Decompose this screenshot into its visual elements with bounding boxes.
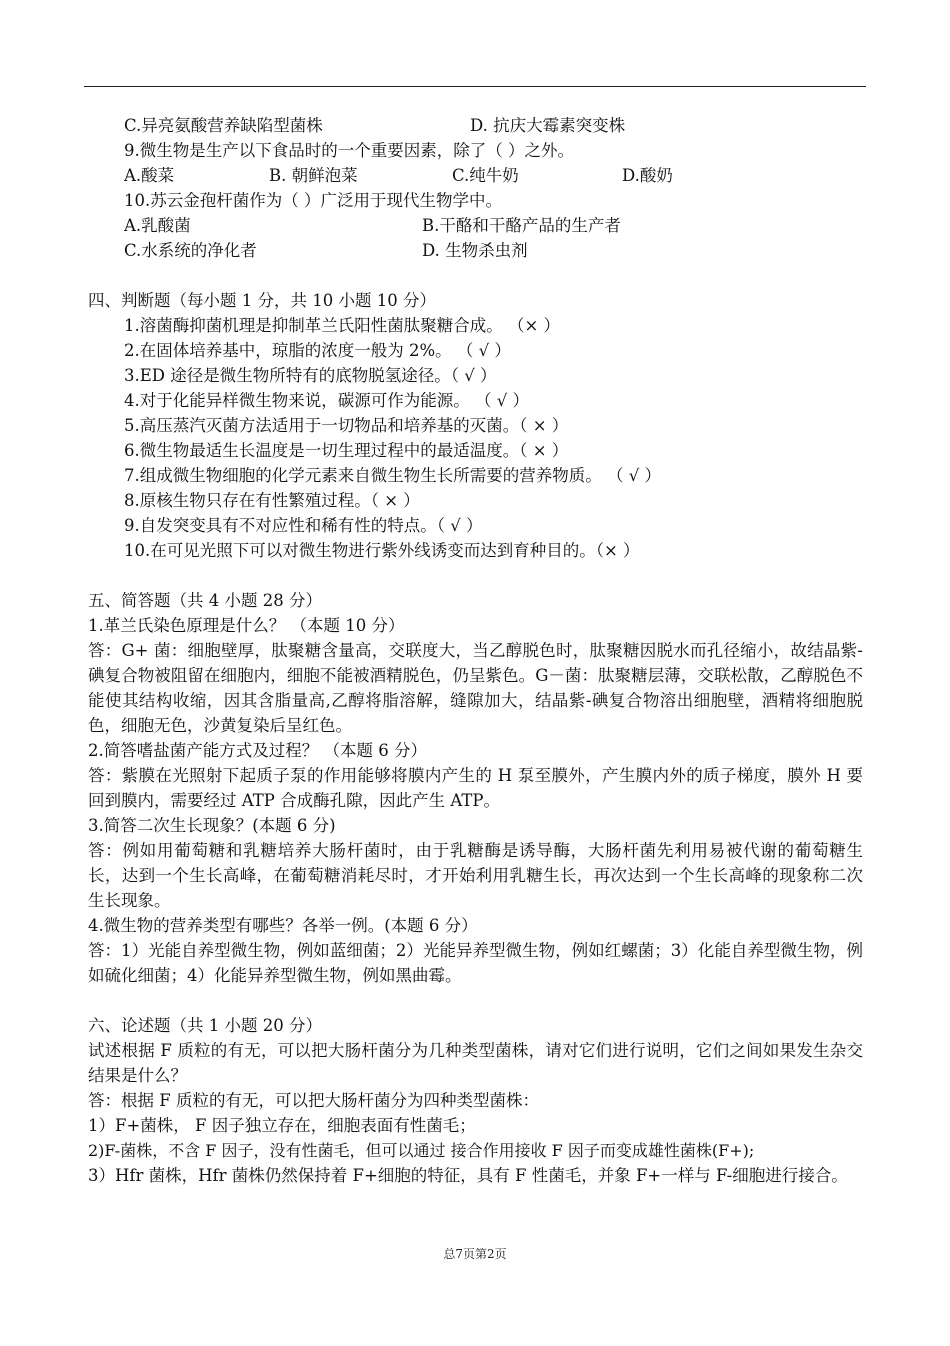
essay-answer-item: 2)F-菌株，不含 F 因子，没有性菌毛，但可以通过 接合作用接收 F 因子而变成雄性菌株(F+); xyxy=(88,1141,755,1160)
judge-item: 6.微生物最适生长温度是一切生理过程中的最适温度。（ × ） xyxy=(124,441,569,460)
header-rule xyxy=(84,86,866,87)
judge-item: 3.ED 途径是微生物所特有的底物脱氢途径。（ √ ） xyxy=(124,366,497,385)
option-d: D.酸奶 xyxy=(622,166,673,185)
short-answer-4: 答：1）光能自养型微生物，例如蓝细菌；2）光能异养型微生物，例如红螺菌；3）化能自养型微生物，例如硫化细菌；4）化能异养型微生物，例如黑曲霉。 xyxy=(88,941,863,985)
judge-item: 2.在固体培养基中，琼脂的浓度一般为 2%。 （ √ ） xyxy=(124,341,511,360)
option-a: A.乳酸菌 xyxy=(124,216,191,235)
option-c: C.纯牛奶 xyxy=(452,166,519,185)
short-question-1: 1.革兰氏染色原理是什么？ （本题 10 分） xyxy=(88,616,405,635)
short-answer-1: 答：G+ 菌：细胞壁厚，肽聚糖含量高，交联度大，当乙醇脱色时，肽聚糖因脱水而孔径缩小，故结晶紫-碘复合物被阻留在细胞内，细胞不能被酒精脱色，仍呈紫色。G－菌：肽聚糖层薄，交联松散，乙醇脱色不能使其结构收缩，因其含脂量高,乙醇将脂溶解，缝隙加大，结晶紫-碘复合物溶出细胞壁，酒精将细胞脱色，细胞无色，沙黄复染后呈红色。 xyxy=(88,641,863,735)
section-title-essay: 六、论述题（共 1 小题 20 分） xyxy=(88,1016,322,1035)
judge-item: 1.溶菌酶抑菌机理是抑制革兰氏阳性菌肽聚糖合成。 （× ） xyxy=(124,316,561,335)
short-question-4: 4.微生物的营养类型有哪些？各举一例。(本题 6 分） xyxy=(88,916,478,935)
mc-q8-options xyxy=(88,113,863,138)
mc-question-9: 9.微生物是生产以下食品时的一个重要因素，除了（ ）之外。 xyxy=(124,141,574,160)
section-title-short-answer: 五、简答题（共 4 小题 28 分） xyxy=(88,591,322,610)
short-answer-3: 答：例如用葡萄糖和乳糖培养大肠杆菌时，由于乳糖酶是诱导酶，大肠杆菌先利用易被代谢的葡萄糖生长，达到一个生长高峰，在葡萄糖消耗尽时，才开始利用乳糖生长，再次达到一个生长高峰的现象称二次生长现象。 xyxy=(88,841,863,910)
option-d: D. 抗庆大霉素突变株 xyxy=(470,116,626,135)
essay-answer-item: 3）Hfr 菌株，Hfr 菌株仍然保持着 F+细胞的特征，具有 F 性菌毛，并象 F+一样与 F-细胞进行接合。 xyxy=(88,1166,848,1185)
judge-item: 5.高压蒸汽灭菌方法适用于一切物品和培养基的灭菌。（ × ） xyxy=(124,416,569,435)
mc-question-10: 10.苏云金孢杆菌作为（ ）广泛用于现代生物学中。 xyxy=(124,191,502,210)
judge-item: 4.对于化能异样微生物来说，碳源可作为能源。 （ √ ） xyxy=(124,391,529,410)
option-d: D. 生物杀虫剂 xyxy=(422,241,528,260)
mc-q10-options-cd xyxy=(88,238,863,263)
essay-answer-intro: 答：根据 F 质粒的有无，可以把大肠杆菌分为四种类型菌株： xyxy=(88,1091,539,1110)
section-title-judge: 四、判断题（每小题 1 分，共 10 小题 10 分） xyxy=(88,291,436,310)
short-answer-2: 答：紫膜在光照射下起质子泵的作用能够将膜内产生的 H 泵至膜外，产生膜内外的质子梯度，膜外 H 要回到膜内，需要经过 ATP 合成酶孔隙，因此产生 ATP。 xyxy=(88,766,863,810)
option-a: A.酸菜 xyxy=(124,166,175,185)
mc-q10-options-ab xyxy=(88,213,863,238)
option-b: B.干酪和干酪产品的生产者 xyxy=(422,216,621,235)
page-number-footer: 总7页第2页 xyxy=(443,1247,507,1261)
short-question-2: 2.简答嗜盐菌产能方式及过程？ （本题 6 分） xyxy=(88,741,427,760)
page-content xyxy=(88,113,863,1188)
judge-item: 9.自发突变具有不对应性和稀有性的特点。（ √ ） xyxy=(124,516,483,535)
judge-item: 7.组成微生物细胞的化学元素来自微生物生长所需要的营养物质。 （ √ ） xyxy=(124,466,661,485)
essay-answer-item: 1）F+菌株， F 因子独立存在，细胞表面有性菌毛； xyxy=(88,1116,476,1135)
judge-item: 8.原核生物只存在有性繁殖过程。（ × ） xyxy=(124,491,420,510)
option-c: C.异亮氨酸营养缺陷型菌株 xyxy=(124,116,323,135)
judge-item: 10.在可见光照下可以对微生物进行紫外线诱变而达到育种目的。（× ） xyxy=(124,541,640,560)
mc-q9-options xyxy=(88,163,863,188)
option-c: C.水系统的净化者 xyxy=(124,241,257,260)
essay-question: 试述根据 F 质粒的有无，可以把大肠杆菌分为几种类型菌株，请对它们进行说明，它们之间如果发生杂交结果是什么？ xyxy=(88,1041,863,1085)
option-b: B. 朝鲜泡菜 xyxy=(269,166,358,185)
short-question-3: 3.简答二次生长现象？(本题 6 分) xyxy=(88,816,336,835)
